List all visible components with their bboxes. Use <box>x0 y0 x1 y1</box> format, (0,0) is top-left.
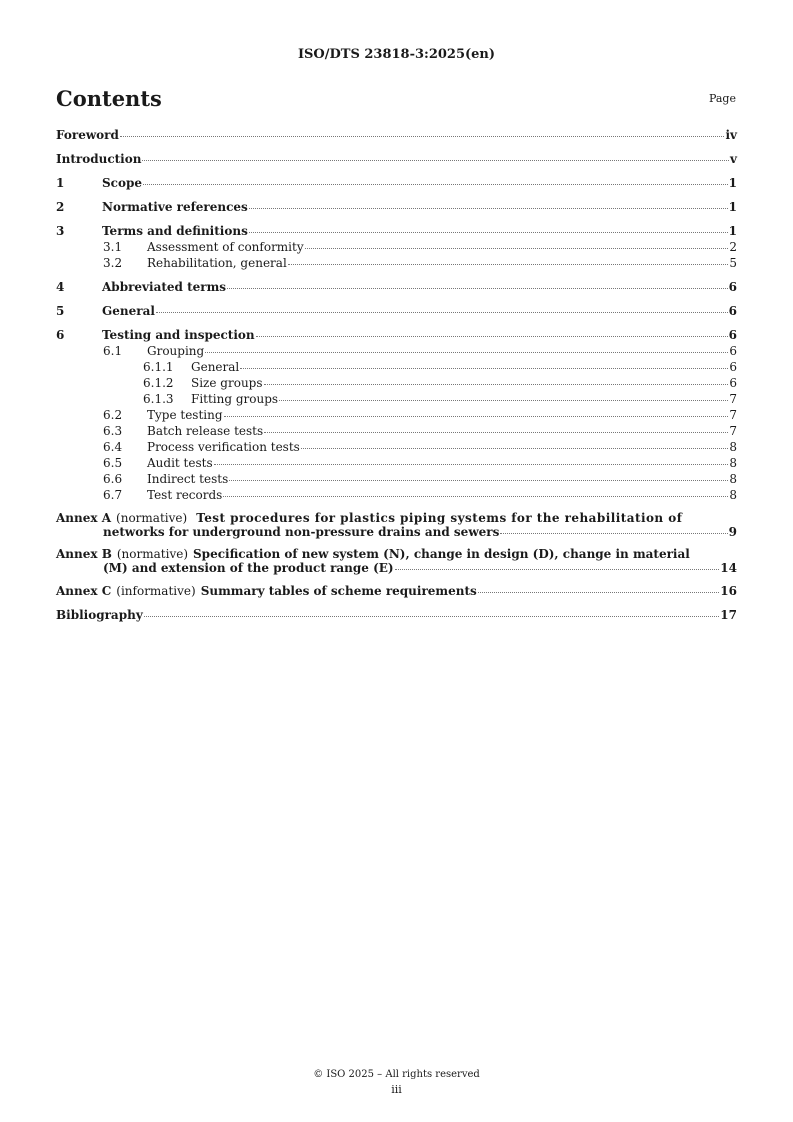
toc-entry-terms-and-definitions[interactable] <box>56 225 737 237</box>
dot-leader <box>142 160 729 161</box>
toc-entry-assessment-of-conformity[interactable] <box>56 241 737 253</box>
toc-entry-page: 6 <box>729 344 737 358</box>
toc-entry-text: Batch release tests <box>147 424 264 438</box>
toc-entry-indirect-tests[interactable] <box>56 473 737 485</box>
toc-entry-number: 5 <box>56 304 65 318</box>
toc-entry-page: iv <box>725 128 737 142</box>
toc-entry-page: 8 <box>729 440 737 454</box>
toc-entry-text: Test records <box>147 488 223 502</box>
toc-entry-grouping[interactable] <box>56 345 737 357</box>
toc-entry-number: 1 <box>56 176 65 190</box>
toc-entry-text: Rehabilitation, general <box>147 256 287 270</box>
toc-entry-text: General <box>191 360 240 374</box>
annex-type: (informative) <box>116 584 196 598</box>
toc-entry-text: Process verification tests <box>147 440 300 454</box>
toc-entry-page: 8 <box>729 456 737 470</box>
toc-entry-number: 6.2 <box>103 408 123 422</box>
toc-entry-test-records[interactable] <box>56 489 737 501</box>
toc-entry-page: 1 <box>728 200 737 214</box>
toc-entry-page: 17 <box>720 608 737 622</box>
toc-entry-rehabilitation-general[interactable] <box>56 257 737 269</box>
copyright-notice: © ISO 2025 – All rights reserved <box>313 1069 480 1080</box>
dot-leader <box>305 248 729 249</box>
toc-entry-type-testing[interactable] <box>56 409 737 421</box>
annex-type: (normative) <box>116 511 188 525</box>
toc-entry-text: Testing and inspection <box>102 328 255 342</box>
annex-title: Test procedures for plastics piping systems for the rehabilitation of <box>196 511 683 525</box>
toc-entry-text: Scope <box>102 176 143 190</box>
toc-entry-batch-release-tests[interactable] <box>56 425 737 437</box>
toc-entry-text: Size groups <box>191 376 263 390</box>
toc-entry-page: 6 <box>729 360 737 374</box>
table-of-contents <box>56 129 737 621</box>
annex-label: Annex A <box>56 511 112 525</box>
toc-entry-page: 16 <box>720 584 737 598</box>
toc-entry-page: 7 <box>729 392 737 406</box>
toc-entry-page: 5 <box>729 256 737 270</box>
toc-entry-page: 6 <box>729 376 737 390</box>
toc-entry-fitting-groups[interactable] <box>56 393 737 405</box>
toc-entry-number: 6.1.3 <box>143 392 174 406</box>
toc-entry-annex-a[interactable] <box>56 511 737 539</box>
document-id-header: ISO/DTS 23818-3:2025(en) <box>297 47 496 62</box>
toc-entry-number: 3.1 <box>103 240 123 254</box>
dot-leader <box>288 264 729 265</box>
toc-entry-text: Audit tests <box>147 456 213 470</box>
toc-entry-page: 6 <box>728 280 737 294</box>
toc-entry-page: v <box>730 152 737 166</box>
dot-leader <box>264 384 729 385</box>
toc-entry-number: 6.5 <box>103 456 123 470</box>
toc-entry-abbreviated-terms[interactable] <box>56 281 737 293</box>
toc-entry-page: 7 <box>729 424 737 438</box>
toc-entry-text: Normative references <box>102 200 248 214</box>
dot-leader <box>143 184 728 185</box>
toc-entry-text: Foreword <box>56 128 119 142</box>
toc-entry-number: 6.1 <box>103 344 123 358</box>
dot-leader <box>223 496 728 497</box>
toc-entry-page: 8 <box>729 488 737 502</box>
toc-entry-text: Type testing <box>147 408 223 422</box>
toc-entry-text: Abbreviated terms <box>102 280 227 294</box>
toc-entry-page: 2 <box>729 240 737 254</box>
toc-entry-page: 6 <box>728 328 737 342</box>
toc-entry-text: Terms and definitions <box>102 224 248 238</box>
toc-entry-process-verification-tests[interactable] <box>56 441 737 453</box>
toc-entry-number: 6.1.1 <box>143 360 174 374</box>
toc-entry-text: Fitting groups <box>191 392 279 406</box>
dot-leader <box>240 368 728 369</box>
toc-entry-page: 14 <box>720 561 737 575</box>
dot-leader <box>301 448 729 449</box>
toc-entry-number: 4 <box>56 280 65 294</box>
toc-entry-foreword[interactable] <box>56 129 737 141</box>
dot-leader <box>205 352 728 353</box>
toc-entry-text: Indirect tests <box>147 472 229 486</box>
dot-leader <box>395 569 720 570</box>
dot-leader <box>156 312 728 313</box>
toc-entry-text: Introduction <box>56 152 142 166</box>
toc-entry-number: 6.4 <box>103 440 123 454</box>
toc-entry-normative-references[interactable] <box>56 201 737 213</box>
dot-leader <box>227 288 728 289</box>
dot-leader <box>214 464 729 465</box>
toc-entry-number: 3.2 <box>103 256 123 270</box>
dot-leader <box>144 616 720 617</box>
toc-entry-page: 9 <box>728 525 737 539</box>
annex-label: Annex C <box>56 584 112 598</box>
contents-title: Contents <box>56 86 162 111</box>
toc-entry-page: 8 <box>729 472 737 486</box>
dot-leader <box>500 533 727 534</box>
dot-leader <box>264 432 728 433</box>
dot-leader <box>120 136 725 137</box>
toc-entry-introduction[interactable] <box>56 153 737 165</box>
toc-entry-text: General <box>102 304 155 318</box>
toc-entry-audit-tests[interactable] <box>56 457 737 469</box>
dot-leader <box>224 416 729 417</box>
toc-entry-page: 6 <box>728 304 737 318</box>
annex-label: Annex B <box>56 547 112 561</box>
dot-leader <box>256 336 728 337</box>
annex-title: Summary tables of scheme requirements <box>200 584 477 598</box>
annex-title: Specification of new system (N), change in design (D), change in material <box>193 547 690 561</box>
toc-entry-text: Bibliography <box>56 608 143 622</box>
toc-entry-number: 6.3 <box>103 424 123 438</box>
dot-leader <box>249 232 728 233</box>
dot-leader <box>229 480 728 481</box>
page-footer <box>0 1067 793 1097</box>
toc-entry-bibliography[interactable] <box>56 609 737 621</box>
dot-leader <box>279 400 728 401</box>
toc-entry-annex-c[interactable] <box>56 585 737 597</box>
toc-entry-number: 6.6 <box>103 472 123 486</box>
toc-entry-annex-b[interactable] <box>56 547 737 575</box>
annex-type: (normative) <box>116 547 189 561</box>
toc-entry-scope[interactable] <box>56 177 737 189</box>
annex-title-continued: (M) and extension of the product range (E) <box>103 561 394 575</box>
toc-entry-page: 1 <box>728 176 737 190</box>
toc-entry-number: 3 <box>56 224 65 238</box>
toc-entry-text: Grouping <box>147 344 205 358</box>
toc-entry-testing-and-inspection[interactable] <box>56 329 737 341</box>
page-column-label: Page <box>708 92 736 105</box>
toc-entry-number: 6.1.2 <box>143 376 174 390</box>
dot-leader <box>249 208 728 209</box>
toc-entry-size-groups[interactable] <box>56 377 737 389</box>
toc-entry-text: Assessment of conformity <box>147 240 304 254</box>
annex-title-continued: networks for underground non-pressure drains and sewers <box>103 525 500 539</box>
toc-entry-number: 6 <box>56 328 65 342</box>
toc-entry-number: 6.7 <box>103 488 123 502</box>
toc-entry-page: 1 <box>728 224 737 238</box>
dot-leader <box>478 592 720 593</box>
toc-entry-general[interactable] <box>56 305 737 317</box>
page-number: iii <box>391 1083 402 1096</box>
toc-entry-number: 2 <box>56 200 65 214</box>
toc-entry-page: 7 <box>729 408 737 422</box>
toc-entry-grouping-general[interactable] <box>56 361 737 373</box>
